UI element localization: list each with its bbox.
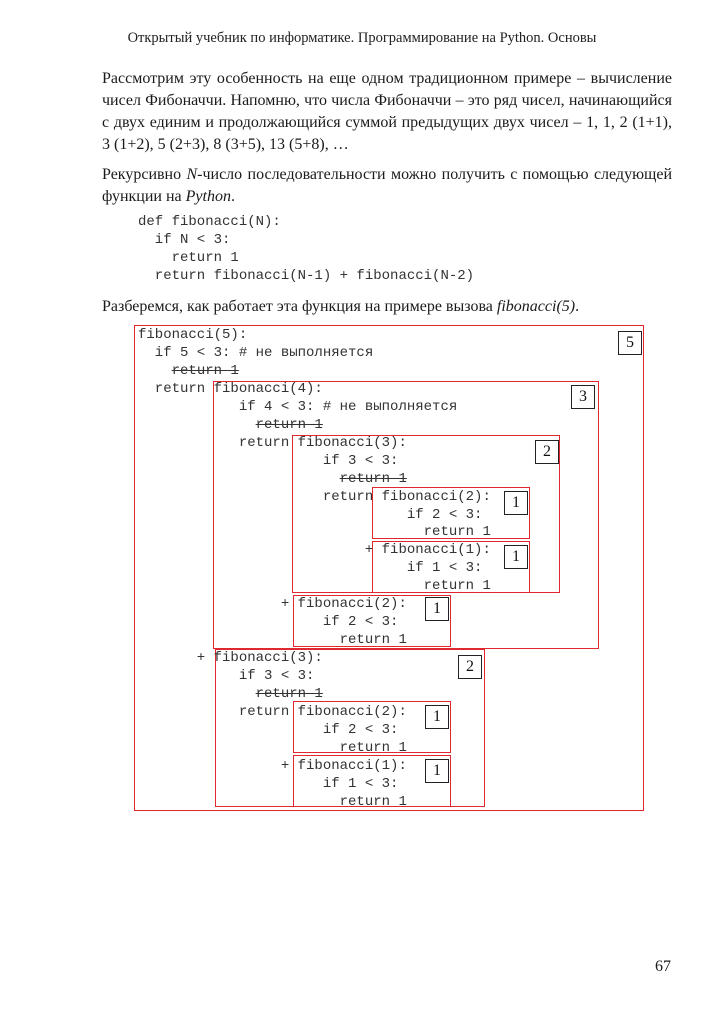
trace-code-line: return 1 bbox=[138, 578, 491, 595]
trace-code-line: if 2 < 3: bbox=[138, 721, 399, 738]
frame-result-fib3-a: 2 bbox=[535, 440, 559, 464]
trace-code-line: if 2 < 3: bbox=[138, 614, 399, 631]
function-definition-code: def fibonacci(N): if N < 3: return 1 return fibonacci(N-1) + fibonacci(N-2) bbox=[138, 214, 475, 284]
trace-code-line: return 1 bbox=[138, 739, 407, 756]
trace-code-line: if 5 < 3: # не выполняется bbox=[138, 344, 374, 361]
frame-result-fib2-a: 1 bbox=[504, 491, 528, 515]
p2-text-end: . bbox=[230, 188, 235, 205]
trace-code-line: + fibonacci(1): bbox=[138, 542, 491, 559]
p3-text-1: Разберемся, как работает эта функция на примере вызова bbox=[102, 298, 497, 315]
p3-call: fibonacci(5) bbox=[496, 298, 576, 315]
frame-result-fib5: 5 bbox=[618, 331, 642, 355]
trace-code-line: if 3 < 3: bbox=[138, 452, 399, 469]
p2-italic-n: N bbox=[186, 166, 198, 183]
intro-paragraph-1: Рассмотрим эту особенность на еще одном традиционном примере – вычисление чисел Фибоначчи. Напомню, что числа Фибоначчи – это ряд чисел, начинающийся с двух единим и продолжающийся суммой предыдущих двух чисел – 1, 1, 2 (1+1), 3 (1+2), 5 (2+3), 8 (3+5), 13 (5+8), … bbox=[102, 70, 672, 153]
frame-result-fib2-c: 1 bbox=[425, 705, 449, 729]
trace-code-line: return 1 bbox=[138, 524, 491, 541]
page-header: Открытый учебник по информатике. Программирование на Python. Основы bbox=[127, 30, 597, 46]
trace-code-line: if 2 < 3: bbox=[138, 506, 483, 523]
trace-code-line: return fibonacci(3): bbox=[138, 434, 407, 451]
trace-code-line: return 1 bbox=[339, 470, 407, 487]
trace-code-line: + fibonacci(3): bbox=[138, 650, 323, 667]
trace-code-line: return 1 bbox=[171, 362, 239, 379]
frame-result-fib2-b: 1 bbox=[425, 597, 449, 621]
trace-code-line: return fibonacci(4): bbox=[138, 380, 323, 397]
p3-text-end: . bbox=[575, 298, 580, 315]
trace-code-line: return 1 bbox=[138, 632, 407, 649]
trace-code-line: if 4 < 3: # не выполняется bbox=[138, 398, 458, 415]
p2-text-1: Рекурсивно bbox=[102, 166, 187, 183]
frame-result-fib3-b: 2 bbox=[458, 655, 482, 679]
frame-result-fib4: 3 bbox=[571, 385, 595, 409]
trace-code-line: if 1 < 3: bbox=[138, 560, 483, 577]
trace-code-line: + fibonacci(2): bbox=[138, 596, 407, 613]
trace-code-line: + fibonacci(1): bbox=[138, 757, 407, 774]
trace-code-line: return 1 bbox=[138, 793, 407, 810]
page-number: 67 bbox=[655, 958, 671, 975]
trace-code-line: return 1 bbox=[255, 686, 323, 702]
p2-text-2: -число последовательности можно получить с помощью следующей функции на bbox=[102, 166, 673, 205]
trace-code-line: if 3 < 3: bbox=[138, 668, 315, 685]
p2-language: Python bbox=[185, 188, 231, 205]
trace-code-line: return fibonacci(2): bbox=[138, 488, 491, 505]
frame-result-fib1-a: 1 bbox=[504, 545, 528, 569]
trace-code-line: fibonacci(5): bbox=[138, 327, 248, 343]
trace-code-line: return fibonacci(2): bbox=[138, 703, 407, 720]
trace-code-line: return 1 bbox=[255, 416, 323, 433]
frame-result-fib1-b: 1 bbox=[425, 759, 449, 783]
trace-code-line: if 1 < 3: bbox=[138, 775, 399, 792]
